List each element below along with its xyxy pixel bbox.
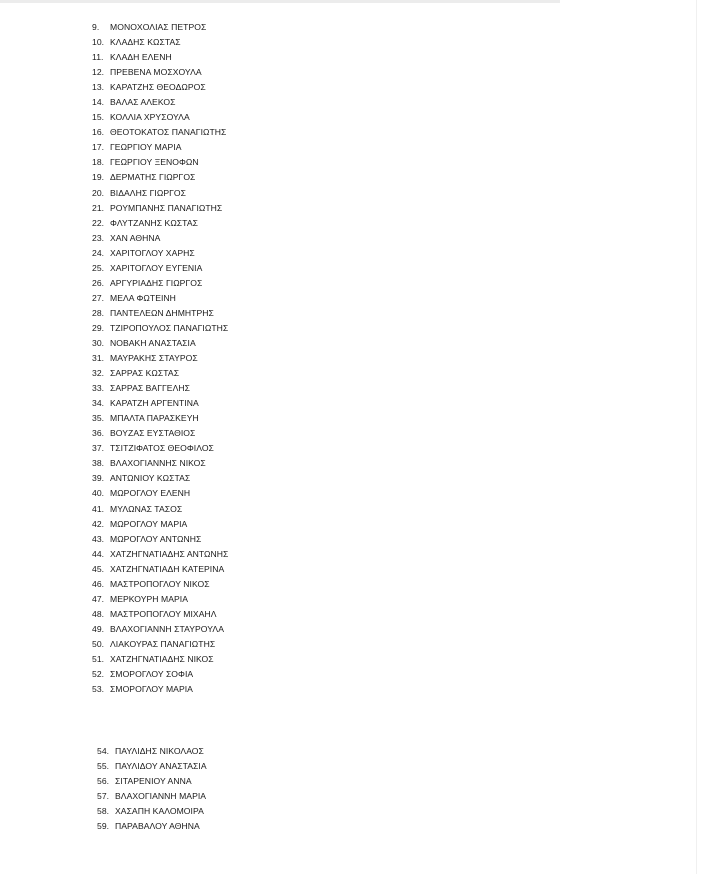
item-number: 16. — [92, 127, 105, 138]
person-name: ΛΙΑΚΟΥΡΑΣ ΠΑΝΑΓΙΩΤΗΣ — [110, 638, 216, 649]
person-name: ΜΟΝΟΧΟΛΙΑΣ ΠΕΤΡΟΣ — [110, 22, 207, 32]
person-name: ΧΑΤΖΗΓΝΑΤΙΑΔΗΣ ΝΙΚΟΣ — [110, 653, 214, 664]
person-name: ΤΖΙΡΟΠΟΥΛΟΣ ΠΑΝΑΓΙΩΤΗΣ — [110, 322, 229, 333]
item-number: 10. — [92, 37, 105, 48]
person-name: ΒΟΥΖΑΣ ΕΥΣΤΑΘΙΟΣ — [110, 428, 196, 439]
person-name: ΚΑΡΑΤΖΗΣ ΘΕΟΔΩΡΟΣ — [110, 82, 206, 93]
person-name: ΧΑΡΙΤΟΓΛΟΥ ΕΥΓΕΝΙΑ — [110, 262, 203, 273]
person-name: ΣΙΤΑΡΕΝΙΟΥ ΑΝΝΑ — [115, 776, 192, 787]
list-item — [92, 186, 228, 201]
list-item — [92, 577, 228, 592]
person-name: ΣΜΟΡΟΓΛΟΥ ΜΑΡΙΑ — [110, 684, 193, 695]
list-item — [92, 110, 228, 125]
person-name: ΜΩΡΟΓΛΟΥ ΕΛΕΝΗ — [110, 488, 191, 499]
name-list-secondary — [97, 744, 207, 834]
person-name: ΚΛΑΔΗΣ ΚΩΣΤΑΣ — [110, 37, 181, 48]
list-item — [92, 261, 228, 276]
list-item — [92, 547, 228, 562]
item-number: 52. — [92, 669, 105, 680]
list-item — [97, 819, 207, 834]
list-item — [97, 744, 207, 759]
list-item — [92, 396, 228, 411]
item-number: 55. — [97, 761, 110, 772]
list-item — [92, 667, 228, 682]
list-item — [92, 125, 228, 140]
item-number: 32. — [92, 368, 105, 379]
item-number: 35. — [92, 413, 105, 424]
item-number: 46. — [92, 578, 105, 589]
item-number: 24. — [92, 247, 105, 258]
item-number: 21. — [92, 202, 105, 213]
item-number: 40. — [92, 488, 105, 499]
list-item — [97, 774, 207, 789]
list-item — [92, 562, 228, 577]
list-item — [92, 682, 228, 697]
list-item — [92, 622, 228, 637]
list-item — [92, 336, 228, 351]
person-name: ΜΕΡΚΟΥΡΗ ΜΑΡΙΑ — [110, 593, 188, 604]
person-name: ΠΑΡΑΒΑΛΟΥ ΑΘΗΝΑ — [115, 821, 200, 832]
item-number: 11. — [92, 52, 104, 63]
person-name: ΣΜΟΡΟΓΛΟΥ ΣΟΦΙΑ — [110, 669, 194, 680]
list-item — [92, 532, 228, 547]
person-name: ΔΕΡΜΑΤΗΣ ΓΙΩΡΓΟΣ — [110, 172, 196, 183]
person-name: ΜΑΣΤΡΟΠΟΓΛΟΥ ΜΙΧΑΗΛ — [110, 608, 217, 619]
item-number: 26. — [92, 277, 105, 288]
person-name: ΜΥΛΩΝΑΣ ΤΑΣΟΣ — [110, 503, 183, 514]
list-item — [92, 291, 228, 306]
person-name: ΚΑΡΑΤΖΗ ΑΡΓΕΝΤΙΝΑ — [110, 398, 199, 409]
person-name: ΧΑΤΖΗΓΝΑΤΙΑΔΗΣ ΑΝΤΩΝΗΣ — [110, 548, 229, 559]
list-item — [92, 231, 228, 246]
item-number: 29. — [92, 322, 105, 333]
item-number: 28. — [92, 307, 105, 318]
item-number: 30. — [92, 337, 105, 348]
item-number: 27. — [92, 292, 105, 303]
person-name: ΠΑΝΤΕΛΕΩΝ ΔΗΜΗΤΡΗΣ — [110, 307, 214, 318]
item-number: 9. — [92, 22, 100, 32]
person-name: ΒΙΔΑΛΗΣ ΓΙΩΡΓΟΣ — [110, 187, 186, 198]
person-name: ΜΑΣΤΡΟΠΟΓΛΟΥ ΝΙΚΟΣ — [110, 578, 210, 589]
list-item — [92, 140, 228, 155]
item-number: 12. — [92, 67, 105, 78]
item-number: 15. — [92, 112, 105, 123]
person-name: ΜΑΥΡΑΚΗΣ ΣΤΑΥΡΟΣ — [110, 353, 198, 364]
item-number: 45. — [92, 563, 105, 574]
person-name: ΓΕΩΡΓΙΟΥ ΜΑΡΙΑ — [110, 142, 182, 153]
list-item — [97, 789, 207, 804]
item-number: 42. — [92, 518, 105, 529]
person-name: ΓΕΩΡΓΙΟΥ ΞΕΝΟΦΩΝ — [110, 157, 199, 168]
item-number: 37. — [92, 443, 105, 454]
item-number: 36. — [92, 428, 105, 439]
list-item — [97, 804, 207, 819]
person-name: ΘΕΟΤΟΚΑΤΟΣ ΠΑΝΑΓΙΩΤΗΣ — [110, 127, 227, 138]
list-item — [92, 35, 228, 50]
person-name: ΜΠΑΛΤΑ ΠΑΡΑΣΚΕΥΗ — [110, 413, 199, 424]
person-name: ΧΑΤΖΗΓΝΑΤΙΑΔΗ ΚΑΤΕΡΙΝΑ — [110, 563, 225, 574]
item-number: 34. — [92, 398, 105, 409]
item-number: 18. — [92, 157, 105, 168]
person-name: ΤΣΙΤΖΙΦΑΤΟΣ ΘΕΟΦΙΛΟΣ — [110, 443, 214, 454]
person-name: ΝΟΒΑΚΗ ΑΝΑΣΤΑΣΙΑ — [110, 337, 196, 348]
item-number: 58. — [97, 806, 110, 817]
list-item — [92, 246, 228, 261]
person-name: ΚΟΛΛΙΑ ΧΡΥΣΟΥΛΑ — [110, 112, 190, 123]
item-number: 17. — [92, 142, 105, 153]
item-number: 14. — [92, 97, 105, 108]
list-item — [92, 381, 228, 396]
person-name: ΠΡΕΒΕΝΑ ΜΟΣΧΟΥΛΑ — [110, 67, 202, 78]
person-name: ΜΕΛΑ ΦΩΤΕΙΝΗ — [110, 292, 176, 303]
person-name: ΚΛΑΔΗ ΕΛΕΝΗ — [110, 52, 172, 63]
item-number: 56. — [97, 776, 110, 787]
list-item — [92, 201, 228, 216]
item-number: 22. — [92, 217, 105, 228]
list-item — [92, 517, 228, 532]
list-item — [92, 456, 228, 471]
item-number: 50. — [92, 638, 105, 649]
person-name: ΠΑΥΛΙΔΗΣ ΝΙΚΟΛΑΟΣ — [115, 746, 204, 756]
list-item — [92, 321, 228, 336]
list-item — [92, 637, 228, 652]
list-item — [92, 50, 228, 65]
list-item — [92, 20, 228, 35]
viewer-top-edge — [0, 0, 560, 3]
item-number: 25. — [92, 262, 105, 273]
person-name: ΑΡΓΥΡΙΑΔΗΣ ΓΙΩΡΓΟΣ — [110, 277, 203, 288]
person-name: ΒΛΑΧΟΓΙΑΝΝΗΣ ΝΙΚΟΣ — [110, 458, 206, 469]
item-number: 53. — [92, 684, 105, 695]
list-item — [92, 351, 228, 366]
item-number: 49. — [92, 623, 105, 634]
list-item — [92, 426, 228, 441]
list-item — [92, 155, 228, 170]
item-number: 31. — [92, 353, 105, 364]
person-name: ΜΩΡΟΓΛΟΥ ΜΑΡΙΑ — [110, 518, 188, 529]
person-name: ΒΛΑΧΟΓΙΑΝΝΗ ΣΤΑΥΡΟΥΛΑ — [110, 623, 224, 634]
person-name: ΣΑΡΡΑΣ ΚΩΣΤΑΣ — [110, 368, 180, 379]
list-item — [92, 65, 228, 80]
name-list-primary — [92, 20, 228, 697]
list-item — [92, 471, 228, 486]
person-name: ΧΑΡΙΤΟΓΛΟΥ ΧΑΡΗΣ — [110, 247, 195, 258]
list-item — [92, 306, 228, 321]
item-number: 38. — [92, 458, 105, 469]
list-item — [92, 441, 228, 456]
person-name: ΜΩΡΟΓΛΟΥ ΑΝΤΩΝΗΣ — [110, 533, 202, 544]
person-name: ΧΑΝ ΑΘΗΝΑ — [110, 232, 161, 243]
page-right-edge — [696, 0, 697, 874]
item-number: 59. — [97, 821, 110, 832]
list-item — [92, 170, 228, 185]
item-number: 57. — [97, 791, 110, 802]
person-name: ΑΝΤΩΝΙΟΥ ΚΩΣΤΑΣ — [110, 473, 191, 484]
person-name: ΒΑΛΑΣ ΑΛΕΚΟΣ — [110, 97, 176, 108]
item-number: 44. — [92, 548, 105, 559]
item-number: 33. — [92, 383, 105, 394]
item-number: 20. — [92, 187, 105, 198]
item-number: 13. — [92, 82, 105, 93]
person-name: ΠΑΥΛΙΔΟΥ ΑΝΑΣΤΑΣΙΑ — [115, 761, 207, 772]
item-number: 48. — [92, 608, 105, 619]
list-item — [92, 411, 228, 426]
list-item — [92, 502, 228, 517]
person-name: ΦΛΥΤΖΑΝΗΣ ΚΩΣΤΑΣ — [110, 217, 198, 228]
item-number: 39. — [92, 473, 105, 484]
list-item — [92, 592, 228, 607]
list-item — [92, 366, 228, 381]
item-number: 54. — [97, 746, 110, 756]
item-number: 23. — [92, 232, 105, 243]
person-name: ΡΟΥΜΠΑΝΗΣ ΠΑΝΑΓΙΩΤΗΣ — [110, 202, 223, 213]
list-item — [92, 95, 228, 110]
person-name: ΒΛΑΧΟΓΙΑΝΝΗ ΜΑΡΙΑ — [115, 791, 207, 802]
list-item — [92, 652, 228, 667]
item-number: 19. — [92, 172, 105, 183]
person-name: ΣΑΡΡΑΣ ΒΑΓΓΕΛΗΣ — [110, 383, 190, 394]
list-item — [92, 276, 228, 291]
list-item — [92, 486, 228, 501]
list-item — [92, 216, 228, 231]
list-item — [92, 80, 228, 95]
person-name: ΧΑΣΑΠΗ ΚΑΛΟΜΟΙΡΑ — [115, 806, 204, 817]
item-number: 51. — [92, 653, 105, 664]
list-item — [92, 607, 228, 622]
item-number: 43. — [92, 533, 105, 544]
list-item — [97, 759, 207, 774]
item-number: 41. — [92, 503, 105, 514]
item-number: 47. — [92, 593, 105, 604]
